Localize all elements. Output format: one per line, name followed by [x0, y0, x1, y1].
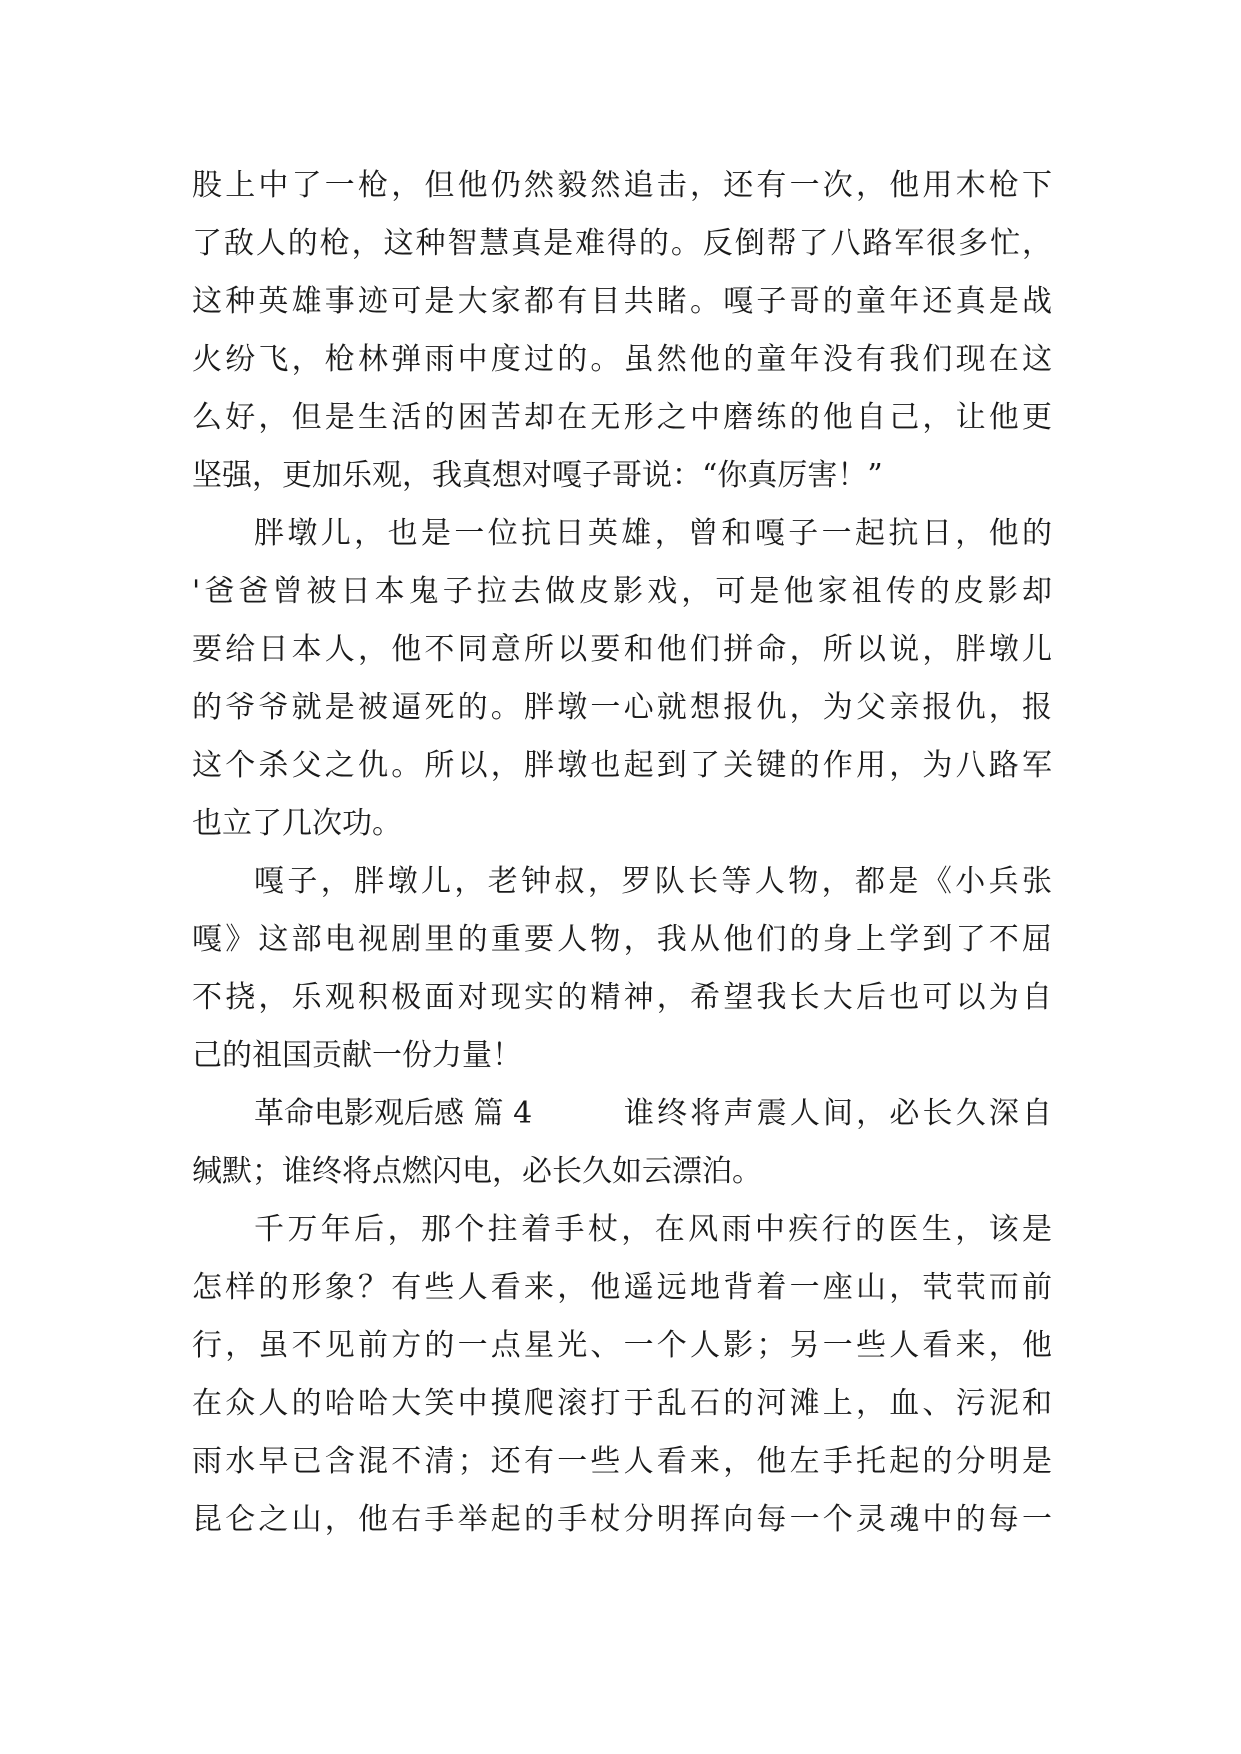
section-heading-line — [254, 1085, 1052, 1143]
paragraph-2-line-5: 这个杀父之仇。所以，胖墩也起到了关键的作用，为八路军 — [192, 748, 1052, 783]
paragraph-5-line-5: 雨水早已含混不清；还有一些人看来，他左手托起的分明是 — [192, 1444, 1052, 1479]
paragraph-3-line-2: 嘎》这部电视剧里的重要人物，我从他们的身上学到了不屈 — [192, 922, 1052, 957]
paragraph-3-line-4: 己的祖国贡献一份力量！ — [192, 1038, 522, 1073]
paragraph-1-line-2: 了敌人的枪，这种智慧真是难得的。反倒帮了八路军很多忙， — [192, 226, 1052, 261]
paragraph-5-line-3: 行，虽不见前方的一点星光、一个人影；另一些人看来，他 — [192, 1328, 1052, 1363]
paragraph-1-line-3: 这种英雄事迹可是大家都有目共睹。嘎子哥的童年还真是战 — [192, 284, 1052, 319]
paragraph-4-line-1: 谁终将声震人间，必长久深自 — [624, 1096, 1052, 1131]
paragraph-2-line-4: 的爷爷就是被逼死的。胖墩一心就想报仇，为父亲报仇，报 — [192, 690, 1052, 725]
paragraph-1-line-6: 坚强，更加乐观，我真想对嘎子哥说：“你真厉害！” — [192, 458, 883, 493]
paragraph-3-line-3: 不挠，乐观积极面对现实的精神，希望我长大后也可以为自 — [192, 980, 1052, 1015]
paragraph-5-line-4: 在众人的哈哈大笑中摸爬滚打于乱石的河滩上，血、污泥和 — [192, 1386, 1052, 1421]
paragraph-5-line-1: 千万年后，那个拄着手杖，在风雨中疾行的医生，该是 — [254, 1212, 1052, 1247]
paragraph-1-line-4: 火纷飞，枪林弹雨中度过的。虽然他的童年没有我们现在这 — [192, 342, 1052, 377]
paragraph-2-line-1: 胖墩儿，也是一位抗日英雄，曾和嘎子一起抗日，他的 — [254, 516, 1052, 551]
paragraph-5-line-6: 昆仑之山，他右手举起的手杖分明挥向每一个灵魂中的每一 — [192, 1502, 1052, 1537]
paragraph-2-line-2: '爸爸曾被日本鬼子拉去做皮影戏，可是他家祖传的皮影却 — [192, 574, 1052, 609]
paragraph-3-line-1: 嘎子，胖墩儿，老钟叔，罗队长等人物，都是《小兵张 — [254, 864, 1052, 899]
paragraph-1-line-1: 股上中了一枪，但他仍然毅然追击，还有一次，他用木枪下 — [192, 168, 1052, 203]
paragraph-2-line-3: 要给日本人，他不同意所以要和他们拼命，所以说，胖墩儿 — [192, 632, 1052, 667]
paragraph-1-line-5: 么好，但是生活的困苦却在无形之中磨练的他自己，让他更 — [192, 400, 1052, 435]
paragraph-5-line-2: 怎样的形象？有些人看来，他遥远地背着一座山，茕茕而前 — [192, 1270, 1052, 1305]
section-title: 革命电影观后感 篇 4 — [254, 1096, 533, 1131]
paragraph-4-line-2: 缄默；谁终将点燃闪电，必长久如云漂泊。 — [192, 1154, 762, 1189]
paragraph-2-line-6: 也立了几次功。 — [192, 806, 402, 841]
